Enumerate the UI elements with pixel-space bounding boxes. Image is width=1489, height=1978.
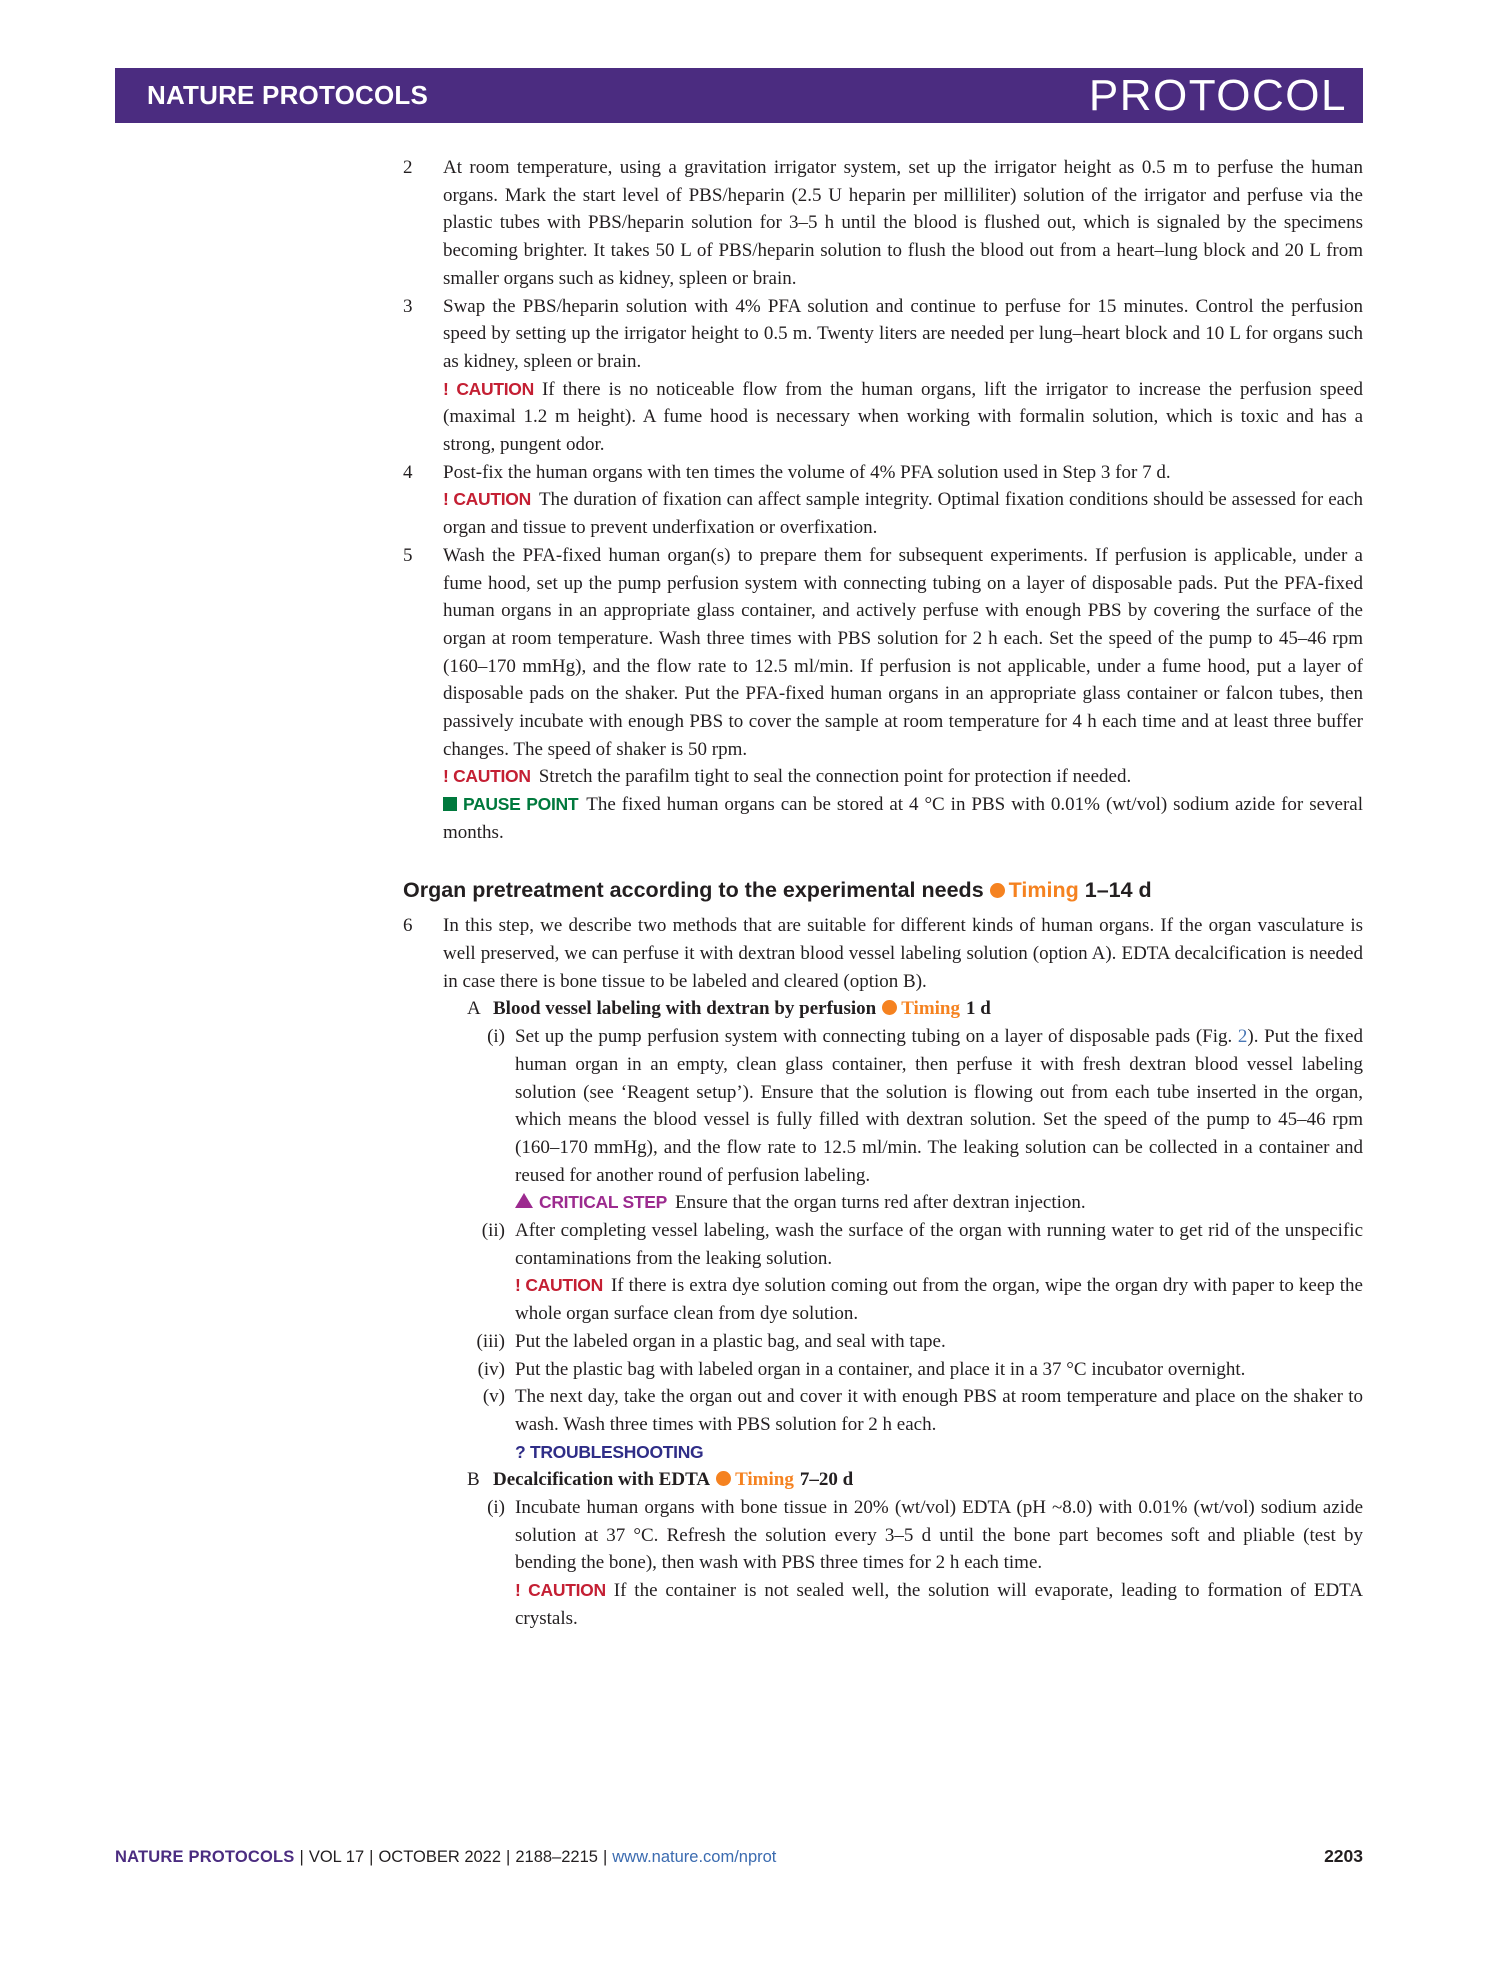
option-title: Blood vessel labeling with dextran by perfusion — [493, 998, 877, 1020]
timing-label: Timing — [735, 1469, 794, 1491]
article-type: PROTOCOL — [1088, 70, 1347, 120]
pause-point-label: PAUSE POINT — [463, 794, 579, 815]
timing-label: Timing — [901, 998, 960, 1020]
item-marker: (iv) — [477, 1358, 505, 1380]
footer-separator: | — [602, 1848, 608, 1866]
caution-note — [443, 376, 1363, 459]
item-text: Incubate human organs with bone tissue in 20% (wt/vol) EDTA (pH ~8.0) with 0.01% (wt/vol) sodium azide solution at 37 °C. Refresh the solution every 3–5 d until the bone part becomes soft and pliable (test by bending the bone), then wash with PBS three times for 2 h each time. — [515, 1497, 1363, 1574]
step-2 — [403, 154, 1363, 293]
step-6 — [403, 912, 1363, 1632]
caution-label: ! CAUTION — [443, 378, 534, 399]
step-text: At room temperature, using a gravitation irrigator system, set up the irrigator height as 0.5 m to perfuse the human organs. Mark the start level of PBS/heparin (2.5 U heparin per milliliter) solution of the irrigator and perfuse via the plastic tubes with PBS/heparin solution for 3–5 h until the blood is flushed out, which is signaled by the specimens becoming brighter. It takes 50 L of PBS/heparin solution to flush the blood out from a heart–lung block and 20 L from smaller organs such as kidney, spleen or brain. — [443, 157, 1363, 289]
caution-text: Stretch the parafilm tight to seal the connection point for protection if needed. — [538, 766, 1132, 788]
caution-text: The duration of fixation can affect sample integrity. Optimal fixation conditions should be assessed for each organ and tissue to prevent underfixation or overfixation. — [443, 489, 1363, 539]
section-title: Organ pretreatment according to the experimental needs — [403, 877, 984, 902]
troubleshooting-label: ? TROUBLESHOOTING — [515, 1441, 704, 1462]
step-4 — [403, 459, 1363, 542]
caution-label: ! CAUTION — [443, 489, 531, 510]
item-text-pre: Set up the pump perfusion system with connecting tubing on a layer of disposable pads (Fig. — [515, 1026, 1238, 1048]
caution-note — [443, 763, 1363, 791]
timing-label: Timing — [1008, 877, 1079, 902]
item-marker: (ii) — [481, 1220, 505, 1242]
critical-step-label: CRITICAL STEP — [539, 1192, 668, 1213]
caution-label: ! CAUTION — [515, 1275, 603, 1296]
item-text: The next day, take the organ out and cover it with enough PBS at room temperature and place on the shaker to wash. Wash three times with PBS solution for 2 h each. — [515, 1386, 1363, 1435]
section-heading — [403, 877, 1363, 905]
footer-pages: 2188–2215 — [515, 1848, 598, 1866]
pause-point-note — [443, 791, 1363, 846]
timing-value: 7–20 d — [799, 1469, 854, 1491]
timing-icon — [716, 1471, 731, 1486]
timing-icon — [990, 883, 1005, 898]
header-banner — [115, 68, 1363, 123]
item-text: Put the plastic bag with labeled organ in a container, and place it in a 37 °C incubator overnight. — [515, 1358, 1246, 1380]
option-letter: A — [467, 998, 481, 1020]
caution-note — [515, 1577, 1363, 1632]
journal-url-link[interactable]: www.nature.com/nprot — [612, 1848, 777, 1866]
step-number: 3 — [403, 295, 413, 317]
troubleshooting-note — [515, 1439, 1363, 1467]
step-number: 6 — [403, 915, 413, 937]
step-number: 4 — [403, 461, 413, 483]
step-number: 5 — [403, 544, 413, 566]
caution-label: ! CAUTION — [515, 1580, 606, 1601]
timing-value: 1–14 d — [1084, 877, 1152, 902]
step-number: 2 — [403, 157, 413, 178]
option-a-item-iii — [443, 1328, 1363, 1356]
caution-label: ! CAUTION — [443, 766, 531, 787]
page-footer — [115, 1846, 1363, 1867]
item-marker: (i) — [487, 1497, 505, 1519]
step-text: In this step, we describe two methods that are suitable for different kinds of human organs. If the organ vasculature is well preserved, we can perfuse it with dextran blood vessel labeling solution (option A). EDTA decalcification is needed in case there is bone tissue to be labeled and cleared (option B). — [443, 915, 1363, 992]
step-text: Wash the PFA-fixed human organ(s) to prepare them for subsequent experiments. If perfusion is applicable, under a fume hood, set up the pump perfusion system with connecting tubing on a layer of disposable pads. Put the PFA-fixed human organs in an appropriate glass container, and actively perfuse with enough PBS by covering the surface of the organ at room temperature. Wash three times with PBS solution for 2 h each. Set the speed of the pump to 45–46 rpm (160–170 mmHg), and the flow rate to 12.5 ml/min. If perfusion is not applicable, under a fume hood, put a layer of disposable pads on the shaker. Put the PFA-fixed human organs in an appropriate glass container or falcon tubes, then passively incubate with enough PBS to cover the sample at room temperature for 4 h each time and at least three buffer changes. The speed of shaker is 50 rpm. — [443, 544, 1363, 760]
footer-separator: | — [299, 1848, 304, 1866]
footer-journal-name: NATURE PROTOCOLS — [115, 1848, 295, 1866]
item-marker: (i) — [487, 1026, 505, 1048]
option-a-item-i — [443, 1023, 1363, 1217]
item-text: Put the labeled organ in a plastic bag, and seal with tape. — [515, 1330, 946, 1352]
option-a-item-iv — [443, 1356, 1363, 1384]
option-b-item-i — [443, 1494, 1363, 1633]
critical-step-text: Ensure that the organ turns red after dextran injection. — [675, 1192, 1086, 1214]
option-a-item-v — [443, 1383, 1363, 1466]
step-3 — [403, 293, 1363, 459]
item-marker: (v) — [482, 1386, 505, 1408]
option-a-item-ii — [443, 1217, 1363, 1328]
step-text: Swap the PBS/heparin solution with 4% PFA solution and continue to perfuse for 15 minutes. Control the perfusion speed by setting up the irrigator height to 0.5 m. Twenty liters are needed per lung–heart block and 10 L for organs such as kidney, spleen or brain. — [443, 295, 1363, 372]
caution-note — [443, 486, 1363, 541]
step-5 — [403, 542, 1364, 847]
figure-2-link[interactable]: 2 — [1237, 1026, 1248, 1048]
timing-icon — [882, 1000, 897, 1015]
pause-point-icon — [443, 797, 457, 811]
footer-issue: OCTOBER 2022 — [378, 1848, 502, 1866]
caution-note — [515, 1272, 1363, 1327]
footer-volume: VOL 17 — [308, 1848, 365, 1866]
footer-separator: | — [506, 1848, 511, 1866]
journal-name: NATURE PROTOCOLS — [147, 80, 429, 110]
footer-separator: | — [369, 1848, 374, 1866]
protocol-content — [403, 154, 1364, 1633]
timing-value: 1 d — [966, 998, 991, 1020]
caution-text: If the container is not sealed well, the solution will evaporate, leading to formation of EDTA crystals. — [515, 1580, 1363, 1629]
item-text: After completing vessel labeling, wash the surface of the organ with running water to get rid of the unspecific contaminations from the leaking solution. — [515, 1220, 1363, 1269]
footer-citation — [115, 1848, 776, 1867]
step-text: Post-fix the human organs with ten times the volume of 4% PFA solution used in Step 3 for 7 d. — [443, 461, 1171, 483]
critical-step-note — [515, 1189, 1363, 1217]
item-text — [515, 1023, 1363, 1189]
option-a-heading — [443, 995, 1363, 1023]
option-title: Decalcification with EDTA — [493, 1469, 711, 1491]
item-text-post: ). Put the fixed human organ in an empty, clean glass container, then perfuse it with fresh dextran blood vessel labeling solution (see ‘Reagent setup’). Ensure that the solution is flowing out from each tube inserted in the organ, which means the blood vessel is fully filled with dextran solution. Set the speed of the pump to 45–46 rpm (160–170 mmHg), and the flow rate to 12.5 ml/min. The leaking solution can be collected in a container and reused for another round of perfusion labeling. — [515, 1026, 1363, 1186]
pause-point-text: The fixed human organs can be stored at 4 °C in PBS with 0.01% (wt/vol) sodium azide for several months. — [443, 794, 1364, 843]
page-number: 2203 — [1324, 1846, 1363, 1866]
caution-text: If there is extra dye solution coming out from the organ, wipe the organ dry with paper to keep the whole organ surface clean from dye solution. — [515, 1275, 1363, 1325]
option-b-heading — [443, 1466, 1363, 1494]
option-letter: B — [467, 1469, 480, 1491]
item-marker: (iii) — [476, 1330, 505, 1352]
caution-text: If there is no noticeable flow from the human organs, lift the irrigator to increase the perfusion speed (maximal 1.2 m height). A fume hood is necessary when working with formalin solution, which is toxic and has a strong, pungent odor. — [443, 378, 1363, 456]
critical-step-icon — [515, 1193, 533, 1208]
